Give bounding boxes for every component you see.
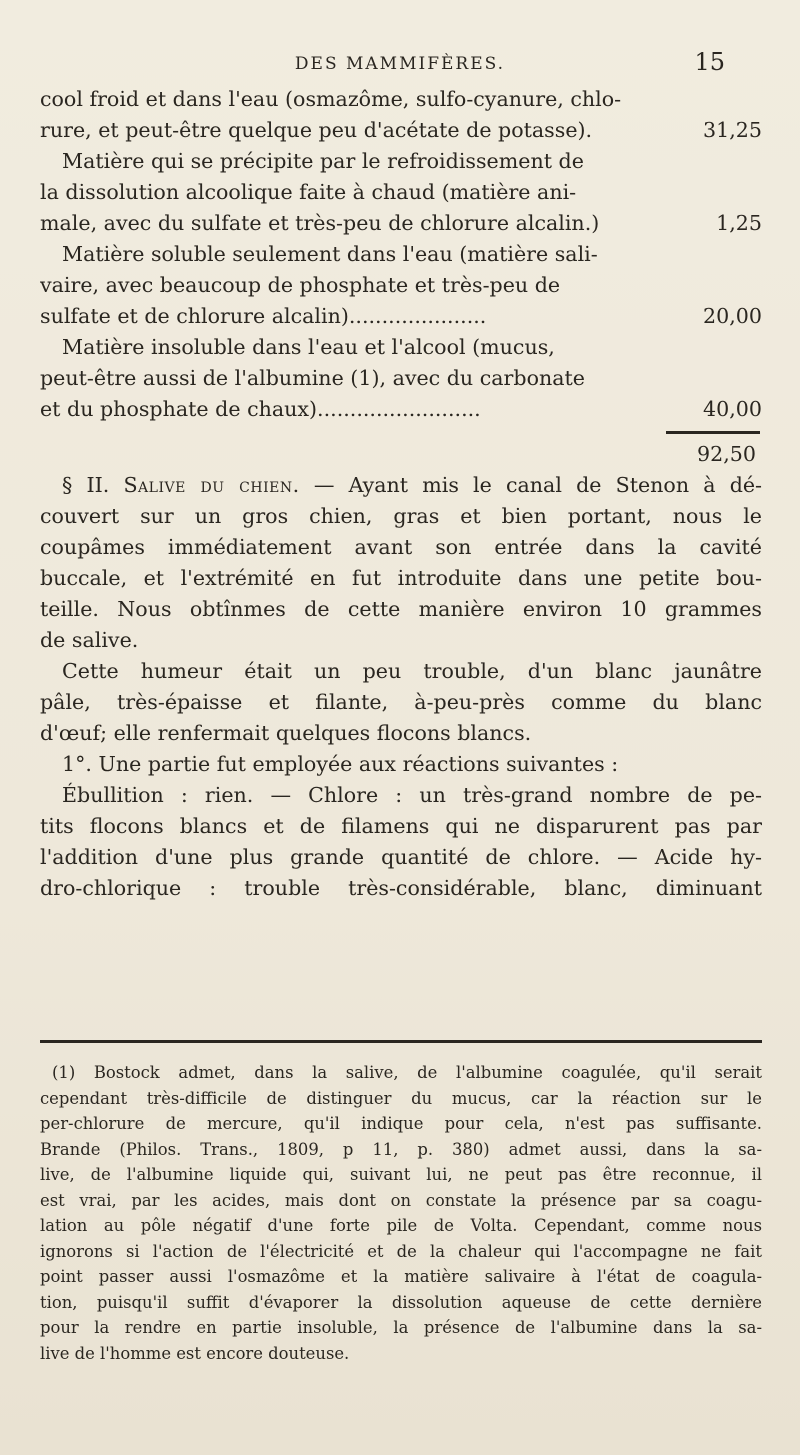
paragraph-line xyxy=(40,656,762,687)
footnote-line-text: point passer aussi l'osmazôme et la matière salivaire à l'état de coagula- xyxy=(40,1267,762,1286)
table-line xyxy=(40,394,762,425)
table-line xyxy=(40,208,762,239)
total-rule xyxy=(40,425,762,439)
footnote-line-text: est vrai, par les acides, mais dont on constate la présence par sa coagu- xyxy=(40,1190,762,1210)
section-number: § II. xyxy=(62,473,110,497)
paragraph-line xyxy=(40,842,762,873)
paragraph-line xyxy=(40,718,762,749)
paragraph-line xyxy=(40,501,762,532)
table-line-value: 31,25 xyxy=(703,118,762,142)
paragraph-line xyxy=(40,594,762,625)
paragraph-line xyxy=(40,811,762,842)
footnote-line xyxy=(40,1111,762,1137)
footnote-line xyxy=(40,1213,762,1239)
footnote-line-text: live, de l'albumine liquide qui, suivant lui, ne peut pas être reconnue, il xyxy=(40,1165,762,1184)
table-line-value: 1,25 xyxy=(716,211,762,235)
footnote-line xyxy=(40,1264,762,1290)
running-head: DES MAMMIFÈRES. xyxy=(294,54,506,74)
table-line-text: Matière soluble seulement dans l'eau (matière sali- xyxy=(62,242,598,266)
table-line xyxy=(40,115,762,146)
footnote-line-text: (1) Bostock admet, dans la salive, de l'albumine coagulée, qu'il serait xyxy=(52,1063,762,1082)
table-line xyxy=(40,270,762,301)
footnote-line-text: pour la rendre en partie insoluble, la présence de l'albumine dans la sa- xyxy=(40,1318,762,1337)
paragraph-line-text: dro-chlorique : trouble très-considérable, blanc, diminuant xyxy=(40,876,762,900)
footnote-line xyxy=(40,1290,762,1316)
footnote-line xyxy=(40,1315,762,1341)
paragraph-line-text: pâle, très-épaisse et filante, à-peu-près comme du blanc xyxy=(40,690,762,714)
table-line-value xyxy=(756,84,762,115)
footnote-line xyxy=(40,1162,762,1188)
paragraph-line-text: l'addition d'une plus grande quantité de chlore. — Acide hy- xyxy=(40,845,762,869)
table-line-value: 40,00 xyxy=(703,397,762,421)
paragraph-line xyxy=(40,532,762,563)
paragraph-line xyxy=(40,687,762,718)
table-line-text: la dissolution alcoolique faite à chaud (matière ani- xyxy=(40,180,577,204)
total-rule-bar xyxy=(666,431,760,434)
footnote-line xyxy=(40,1137,762,1163)
footnote-line xyxy=(40,1086,762,1112)
table-line xyxy=(40,301,762,332)
paragraph-line-text: de salive. xyxy=(40,628,139,652)
footnote-line xyxy=(40,1188,762,1214)
table-line-value xyxy=(756,177,762,208)
paragraph-line xyxy=(40,749,762,780)
footnote-line-text: ignorons si l'action de l'électricité et de la chaleur qui l'accompagne ne fait xyxy=(40,1241,762,1261)
paragraph-line-text: teille. Nous obtînmes de cette manière environ 10 grammes xyxy=(40,597,762,621)
footnote-line-text: tion, puisqu'il suffit d'évaporer la dissolution aqueuse de cette dernière xyxy=(40,1292,762,1312)
paragraph-line xyxy=(40,780,762,811)
footnote-rule xyxy=(40,1040,762,1043)
table-line xyxy=(40,363,762,394)
page-number: 15 xyxy=(694,48,725,76)
table-line-value: 20,00 xyxy=(703,304,762,328)
table-line-text: rure, et peut-être quelque peu d'acétate de potasse). xyxy=(40,118,593,142)
footnote-line-text: lation au pôle négatif d'une forte pile de Volta. Cependant, comme nous xyxy=(40,1216,762,1235)
paragraph-line-text: couvert sur un gros chien, gras et bien portant, nous le xyxy=(40,504,762,528)
footnote-line xyxy=(40,1060,762,1086)
table-line xyxy=(40,146,762,177)
page-header xyxy=(0,48,800,78)
footnote-line xyxy=(40,1239,762,1265)
footnote-line-text: Brande (Philos. Trans., 1809, p 11, p. 380) admet aussi, dans la sa- xyxy=(40,1139,762,1159)
table-line xyxy=(40,177,762,208)
section-heading-line xyxy=(40,470,762,501)
section-heading-text xyxy=(62,470,762,501)
table-line-text: et du phosphate de chaux)......................... xyxy=(40,397,481,421)
footnote-line xyxy=(40,1341,762,1367)
paragraph-line-text: 1°. Une partie fut employée aux réactions suivantes : xyxy=(62,752,619,776)
table-line-value xyxy=(756,239,762,270)
table-line-text: sulfate et de chlorure alcalin)..................... xyxy=(40,304,487,328)
table-line-text: peut-être aussi de l'albumine (1), avec du carbonate xyxy=(40,366,585,390)
table-line-value xyxy=(756,270,762,301)
paragraph-line xyxy=(40,563,762,594)
paragraph-line-text: coupâmes immédiatement avant son entrée dans la cavité xyxy=(40,535,762,559)
footnote-line-text: cependant très-difficile de distinguer du mucus, car la réaction sur le xyxy=(40,1088,762,1108)
footnote-line-text: live de l'homme est encore douteuse. xyxy=(40,1343,350,1363)
total-value: 92,50 xyxy=(697,442,756,466)
paragraph-line-text: Ébullition : rien. — Chlore : un très-grand nombre de pe- xyxy=(62,783,762,807)
table-line xyxy=(40,84,762,115)
footnote xyxy=(40,1060,762,1366)
footnote-line-text: per-chlorure de mercure, qu'il indique pour cela, n'est pas suffisante. xyxy=(40,1114,762,1133)
table-line-value xyxy=(756,146,762,177)
table-line-value xyxy=(756,332,762,363)
table-line-text: male, avec du sulfate et très-peu de chlorure alcalin.) xyxy=(40,211,600,235)
body-text xyxy=(40,84,762,904)
paragraph-line-text: Cette humeur était un peu trouble, d'un blanc jaunâtre xyxy=(62,659,762,683)
table-line-text: vaire, avec beaucoup de phosphate et très-peu de xyxy=(40,273,561,297)
table-line-text: Matière qui se précipite par le refroidissement de xyxy=(62,149,584,173)
paragraph-line xyxy=(40,873,762,904)
paragraph-line xyxy=(40,625,762,656)
table-line xyxy=(40,239,762,270)
section-line: — Ayant mis le canal de Stenon à dé- xyxy=(313,473,762,497)
table-line-value xyxy=(756,363,762,394)
table-line xyxy=(40,332,762,363)
section-title: Salive du chien. xyxy=(123,473,300,497)
paragraph-line-text: buccale, et l'extrémité en fut introduite dans une petite bou- xyxy=(40,566,762,590)
paragraph-line-text: d'œuf; elle renfermait quelques flocons blancs. xyxy=(40,721,532,745)
paragraph-line-text: tits flocons blancs et de filamens qui ne disparurent pas par xyxy=(40,814,762,838)
total-line xyxy=(40,439,762,470)
table-line-text: Matière insoluble dans l'eau et l'alcool (mucus, xyxy=(62,335,555,359)
table-line-text: cool froid et dans l'eau (osmazôme, sulfo-cyanure, chlo- xyxy=(40,87,622,111)
